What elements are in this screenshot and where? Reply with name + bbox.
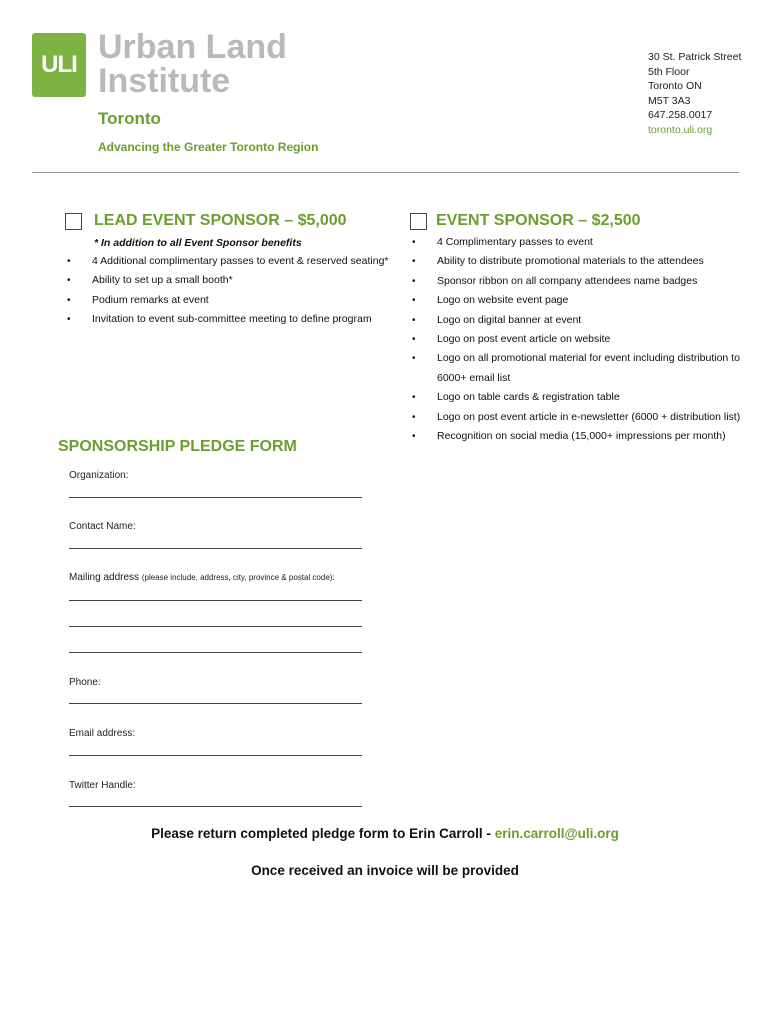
- lead-sponsor-checkbox[interactable]: [65, 213, 82, 230]
- event-sponsor-checkbox[interactable]: [410, 213, 427, 230]
- twitter-field[interactable]: [69, 806, 362, 807]
- phone-field[interactable]: [69, 703, 362, 704]
- mailing-address-field-3[interactable]: [69, 652, 362, 653]
- organization-label: Organization:: [69, 470, 129, 481]
- list-item: • Podium remarks at event: [67, 293, 209, 306]
- list-item: • Logo on post event article on website: [412, 333, 611, 346]
- contact-name-label: Contact Name:: [69, 521, 136, 532]
- list-item: • 4 Complimentary passes to event: [412, 236, 593, 248]
- lead-sponsor-benefits: [67, 252, 392, 330]
- organization-field[interactable]: [69, 497, 362, 498]
- list-item: • Invitation to event sub-committee meeting to define program: [67, 313, 372, 326]
- address-line: M5T 3A3: [648, 94, 691, 107]
- contact-name-field[interactable]: [69, 548, 362, 549]
- pledge-form-title: SPONSORSHIP PLEDGE FORM: [58, 438, 297, 455]
- website-link[interactable]: toronto.uli.org: [648, 123, 713, 136]
- mailing-address-label-text: Mailing address: [69, 572, 140, 583]
- address-line: Toronto ON: [648, 80, 702, 92]
- logo-line-2: Institute: [98, 62, 231, 100]
- mailing-address-label: [69, 572, 335, 583]
- logo-tagline: Advancing the Greater Toronto Region: [98, 140, 319, 154]
- address-line: 5th Floor: [648, 65, 690, 78]
- list-item: • Ability to distribute promotional materials to the attendees: [412, 255, 704, 268]
- event-sponsor-title: EVENT SPONSOR – $2,500: [436, 212, 641, 229]
- list-item: • Logo on table cards & registration table: [412, 391, 620, 404]
- phone-number: 647.258.0017: [648, 109, 713, 121]
- list-item: • Recognition on social media (15,000+ impressions per month): [412, 430, 726, 443]
- mailing-address-note: (please include, address, city, province & postal code):: [141, 573, 335, 582]
- address-block: [648, 50, 741, 137]
- list-item: • Sponsor ribbon on all company attendees name badges: [412, 274, 698, 287]
- phone-label: Phone:: [69, 677, 101, 688]
- uli-logo-mark: ULI: [32, 33, 86, 97]
- list-item: • Ability to set up a small booth*: [67, 274, 233, 287]
- list-item: • Logo on digital banner at event: [412, 313, 582, 326]
- mailing-address-field-1[interactable]: [69, 600, 362, 601]
- return-text: Please return completed pledge form to Erin Carroll -: [151, 826, 495, 841]
- email-label: Email address:: [69, 728, 136, 739]
- list-item: • Logo on all promotional material for event including distribution to: [412, 352, 740, 365]
- mailing-address-field-2[interactable]: [69, 626, 362, 627]
- twitter-label: Twitter Handle:: [69, 780, 136, 791]
- list-item: • Logo on post event article in e-newsletter (6000 + distribution list): [412, 410, 741, 423]
- address-line: 30 St. Patrick Street: [648, 51, 742, 63]
- logo-wordmark: [98, 30, 287, 98]
- list-item: • 4 Additional complimentary passes to event & reserved seating*: [67, 255, 389, 267]
- list-item-continuation: 6000+ email list: [437, 371, 511, 384]
- event-sponsor-benefits: [412, 233, 747, 446]
- logo-city: Toronto: [98, 109, 161, 128]
- return-instructions: [0, 826, 770, 841]
- list-item: • Logo on website event page: [412, 294, 569, 307]
- header-divider: [32, 172, 739, 173]
- lead-sponsor-note: * In addition to all Event Sponsor benefits: [94, 237, 302, 249]
- logo-line-1: Urban Land: [98, 28, 287, 66]
- contact-email-link[interactable]: erin.carroll@uli.org: [494, 826, 619, 841]
- email-field[interactable]: [69, 755, 362, 756]
- lead-sponsor-title: LEAD EVENT SPONSOR – $5,000: [94, 212, 347, 229]
- invoice-note: Once received an invoice will be provided: [251, 863, 519, 878]
